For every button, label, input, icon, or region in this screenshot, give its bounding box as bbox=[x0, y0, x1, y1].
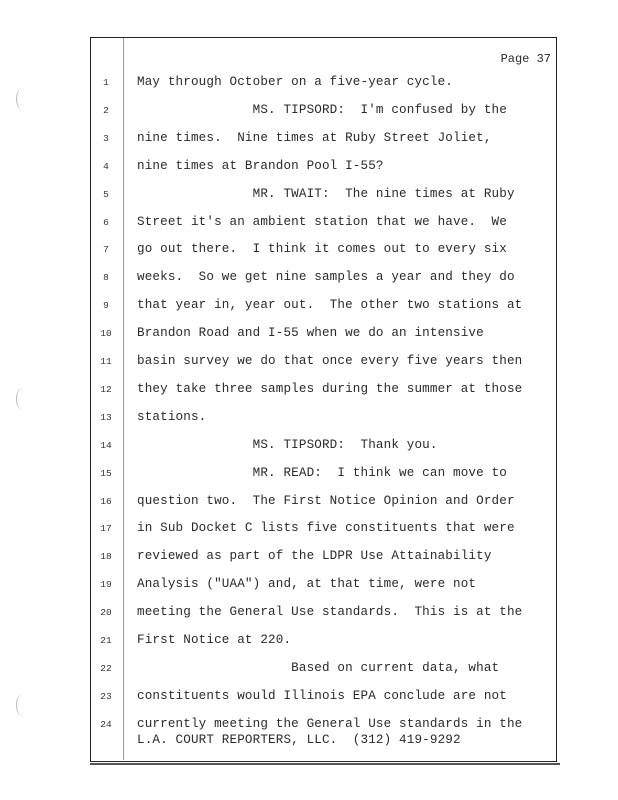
transcript-line bbox=[0, 187, 618, 214]
transcript-line bbox=[0, 549, 618, 576]
transcript-line bbox=[0, 242, 618, 269]
line-text: Based on current data, what bbox=[137, 660, 500, 675]
line-text: MR. READ: I think we can move to bbox=[137, 465, 507, 480]
line-text: nine times. Nine times at Ruby Street Joliet, bbox=[137, 130, 492, 145]
line-number: 23 bbox=[100, 690, 112, 702]
transcript-line bbox=[0, 438, 618, 465]
line-text: MS. TIPSORD: I'm confused by the bbox=[137, 102, 507, 117]
line-number: 8 bbox=[103, 272, 109, 284]
line-text: reviewed as part of the LDPR Use Attainability bbox=[137, 549, 492, 564]
line-number: 1 bbox=[103, 77, 109, 88]
line-number: 20 bbox=[100, 607, 112, 619]
line-text: question two. The First Notice Opinion and Order bbox=[137, 493, 515, 508]
line-number: 5 bbox=[103, 188, 109, 200]
transcript-line bbox=[0, 521, 618, 548]
line-number: 21 bbox=[100, 635, 112, 646]
transcript-line bbox=[0, 75, 618, 102]
line-text: basin survey we do that once every five years then bbox=[137, 354, 523, 368]
line-text: May through October on a five-year cycle. bbox=[137, 75, 454, 89]
line-text: Brandon Road and I-55 when we do an intensive bbox=[137, 326, 484, 341]
line-text: go out there. I think it comes out to every six bbox=[137, 242, 507, 257]
transcript-line bbox=[0, 494, 618, 521]
transcript-line bbox=[0, 103, 618, 130]
court-reporter-footer: L.A. COURT REPORTERS, LLC. (312) 419-9292 bbox=[137, 733, 461, 747]
transcript-line bbox=[0, 466, 618, 493]
line-number: 3 bbox=[103, 132, 109, 144]
transcript-line bbox=[0, 410, 618, 437]
transcript-line bbox=[0, 577, 618, 604]
transcript-line bbox=[0, 354, 618, 381]
line-number: 16 bbox=[100, 495, 112, 507]
line-number: 12 bbox=[100, 383, 112, 395]
line-number: 13 bbox=[100, 411, 112, 423]
transcript-line bbox=[0, 298, 618, 325]
transcript-line bbox=[0, 215, 618, 242]
transcript-line bbox=[0, 382, 618, 409]
line-number: 10 bbox=[100, 328, 112, 340]
line-number: 19 bbox=[100, 579, 112, 591]
line-text: constituents would Illinois EPA conclude are not bbox=[137, 688, 507, 703]
line-text: MS. TIPSORD: Thank you. bbox=[137, 437, 438, 452]
line-number: 18 bbox=[100, 551, 112, 563]
line-text: that year in, year out. The other two stations at bbox=[137, 298, 523, 313]
line-number: 7 bbox=[103, 244, 109, 256]
line-number: 14 bbox=[100, 439, 112, 451]
transcript-line bbox=[0, 661, 618, 688]
line-number: 4 bbox=[103, 160, 109, 172]
line-text: currently meeting the General Use standards in the bbox=[137, 716, 523, 731]
line-number: 2 bbox=[103, 104, 109, 116]
line-text: Street it's an ambient station that we have. We bbox=[137, 214, 507, 229]
line-number: 15 bbox=[100, 467, 112, 479]
transcript-line bbox=[0, 159, 618, 186]
line-number: 17 bbox=[100, 523, 112, 535]
transcript-line bbox=[0, 689, 618, 716]
line-number: 24 bbox=[100, 718, 112, 730]
line-text: Analysis ("UAA") and, at that time, were not bbox=[137, 577, 477, 592]
transcript-line bbox=[0, 270, 618, 297]
transcript-line bbox=[0, 326, 618, 353]
line-text: in Sub Docket C lists five constituents that were bbox=[137, 521, 515, 536]
line-number: 11 bbox=[100, 356, 112, 367]
line-text: nine times at Brandon Pool I-55? bbox=[137, 158, 384, 173]
line-number: 22 bbox=[100, 662, 112, 674]
line-number: 9 bbox=[103, 300, 109, 312]
line-text: stations. bbox=[137, 409, 207, 424]
line-number: 6 bbox=[103, 216, 109, 228]
transcript-line bbox=[0, 605, 618, 632]
page-number: Page 37 bbox=[500, 52, 551, 66]
transcript-line bbox=[0, 131, 618, 158]
line-text: First Notice at 220. bbox=[137, 633, 292, 647]
line-text: meeting the General Use standards. This is at the bbox=[137, 605, 523, 620]
transcript-line bbox=[0, 633, 618, 660]
line-text: MR. TWAIT: The nine times at Ruby bbox=[137, 186, 515, 201]
line-text: weeks. So we get nine samples a year and they do bbox=[137, 270, 515, 285]
line-text: they take three samples during the summer at those bbox=[137, 381, 523, 396]
